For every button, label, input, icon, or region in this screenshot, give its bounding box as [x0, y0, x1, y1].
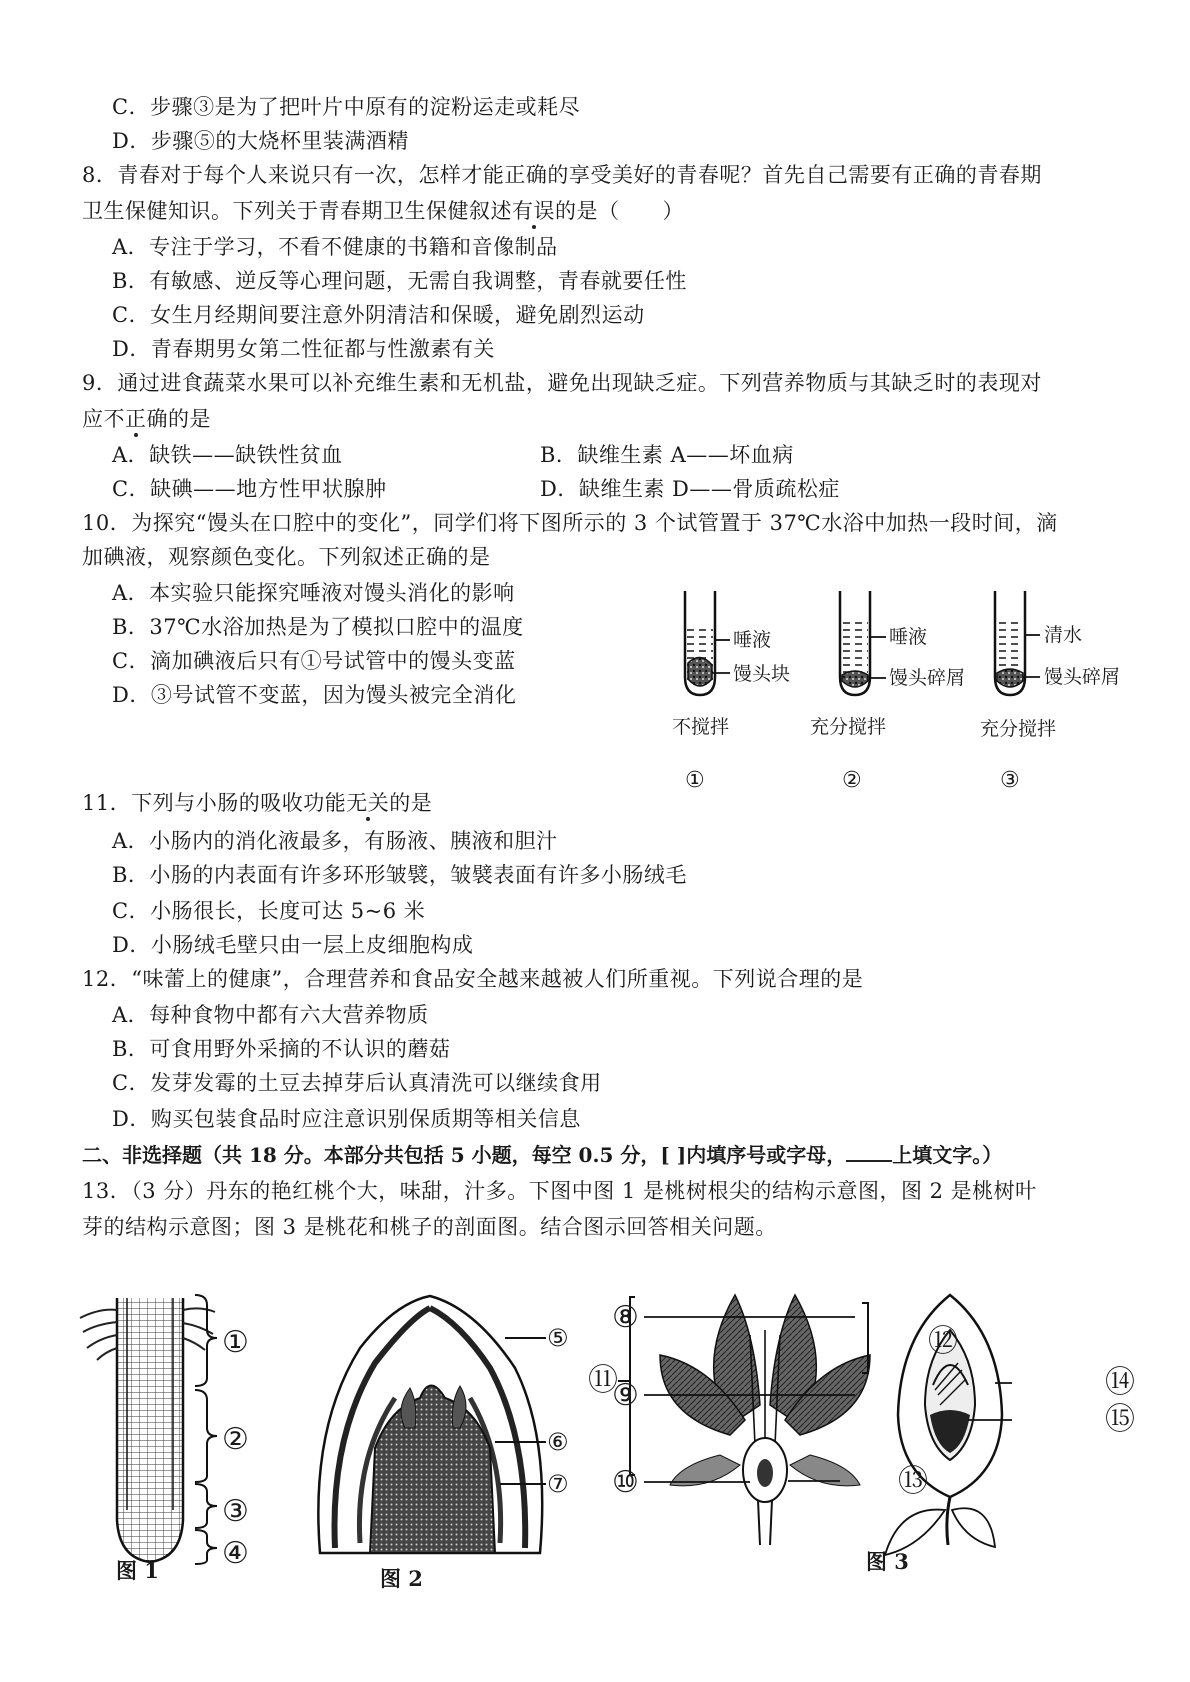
q8-option-b: B．有敏感、逆反等心理问题，无需自我调整，青春就要任性 [112, 269, 687, 293]
q8-option-c: C．女生月经期间要注意外阴清洁和保暖，避免剧烈运动 [112, 303, 645, 327]
q12-option-d: D．购买包装食品时应注意识别保质期等相关信息 [112, 1107, 581, 1131]
q8-emphasis: 有误 [512, 199, 555, 223]
q7-option-c: C．步骤③是为了把叶片中原有的淀粉运走或耗尽 [112, 95, 581, 119]
q12-option-a: A．每种食物中都有六大营养物质 [112, 1003, 429, 1027]
q9-stem-line2: 应不正确的是 [82, 407, 211, 431]
tube2-liquid-label: 唾液 [889, 626, 928, 648]
tube2-solid-label: 馒头碎屑 [889, 667, 966, 689]
fig1-label-3: ③ [222, 1494, 249, 1529]
q9-option-d: D．缺维生素 D——骨质疏松症 [540, 477, 840, 501]
q12-option-c: C．发芽发霉的土豆去掉芽后认真清洗可以继续食用 [112, 1071, 602, 1095]
q10-option-b: B．37℃水浴加热是为了模拟口腔中的温度 [112, 615, 524, 639]
q12-option-b: B．可食用野外采摘的不认识的蘑菇 [112, 1037, 451, 1061]
q12-stem: 12．“味蕾上的健康”，合理营养和食品安全越来越被人们所重视。下列说合理的是 [82, 967, 864, 991]
q11-option-d: D．小肠绒毛壁只由一层上皮细胞构成 [112, 933, 474, 957]
fig1-label-4: ④ [222, 1536, 249, 1571]
fig1-label-2: ② [222, 1422, 249, 1457]
section2-heading: 二、非选择题（共 18 分。本部分共包括 5 小题，每空 0.5 分，[ ]内填序号或字母， 上填文字。） [82, 1143, 1003, 1167]
test-tube-1 [685, 591, 730, 695]
q8-stem-line2: 卫生保健知识。下列关于青春期卫生保健叙述有误的是（ ） [82, 199, 684, 223]
tube2-condition: 充分搅拌 [810, 716, 887, 738]
fig2-label-6: ⑥ [547, 1428, 569, 1456]
q11-emphasis: 无关 [346, 791, 390, 815]
fig3-flower-and-fruit [600, 1285, 1100, 1575]
tube1-number: ① [685, 768, 705, 793]
fig3-label-11: ⑪ [588, 1363, 618, 1398]
fig3-label-13: ⑬ [898, 1464, 928, 1499]
tube3-condition: 充分搅拌 [980, 718, 1057, 740]
q9-option-a: A．缺铁——缺铁性贫血 [112, 443, 343, 467]
q9-option-c: C．缺碘——地方性甲状腺肿 [112, 477, 387, 501]
q13-stem-line2: 芽的结构示意图；图 3 是桃花和桃子的剖面图。结合图示回答相关问题。 [82, 1215, 777, 1239]
test-tube-2 [840, 591, 886, 695]
q10-option-d: D．③号试管不变蓝，因为馒头被完全消化 [112, 683, 517, 707]
q9-stem-line1: 9．通过进食蔬菜水果可以补充维生素和无机盐，避免出现缺乏症。下列营养物质与其缺乏时的表现对 [82, 371, 1042, 395]
fig2-label-5: ⑤ [547, 1324, 569, 1352]
fig1-label-1: ① [222, 1325, 249, 1360]
q13-stem-line1: 13．（3 分）丹东的艳红桃个大，味甜，汁多。下图中图 1 是桃树根尖的结构示意图，图 2 是桃树叶 [82, 1179, 1037, 1203]
q8-option-d: D．青春期男女第二性征都与性激素有关 [112, 337, 495, 361]
fig2-label-7: ⑦ [547, 1470, 569, 1498]
q8-option-a: A．专注于学习，不看不健康的书籍和音像制品 [112, 235, 558, 259]
tube2-number: ② [842, 768, 862, 793]
fig1-caption: 图 1 [116, 1558, 159, 1583]
q11-option-a: A．小肠内的消化液最多，有肠液、胰液和胆汁 [112, 829, 558, 853]
fig3-label-12: ⑫ [928, 1324, 958, 1359]
fig3-label-14: ⑭ [1105, 1365, 1135, 1400]
tube1-solid-label: 馒头块 [733, 663, 791, 685]
test-tube-figure [650, 585, 1150, 810]
fig3-label-15: ⑮ [1105, 1402, 1135, 1437]
tube1-condition: 不搅拌 [672, 716, 730, 738]
tube1-liquid-label: 唾液 [733, 629, 772, 651]
tube3-number: ③ [1000, 768, 1020, 793]
test-tube-3 [995, 591, 1040, 695]
q7-option-d: D．步骤⑤的大烧杯里装满酒精 [112, 129, 409, 153]
fill-blank-line [846, 1142, 892, 1162]
q11-option-b: B．小肠的内表面有许多环形皱襞，皱襞表面有许多小肠绒毛 [112, 863, 687, 887]
q9-emphasis: 不正确 [103, 407, 168, 431]
q11-option-c: C．小肠很长，长度可达 5~6 米 [112, 899, 426, 923]
fig3-label-8: ⑧ [612, 1300, 639, 1335]
fig3-label-10: ⑩ [612, 1465, 639, 1500]
fig3-label-9: ⑨ [612, 1378, 639, 1413]
q8-stem-line1: 8．青春对于每个人来说只有一次，怎样才能正确的享受美好的青春呢？首先自己需要有正确的青春期 [82, 163, 1042, 187]
fig3-caption: 图 3 [866, 1549, 909, 1574]
tube3-solid-label: 馒头碎屑 [1044, 666, 1121, 688]
q10-option-c: C．滴加碘液后只有①号试管中的馒头变蓝 [112, 649, 516, 673]
tube3-liquid-label: 清水 [1044, 624, 1083, 646]
q10-option-a: A．本实验只能探究唾液对馒头消化的影响 [112, 581, 515, 605]
q10-stem-line2: 加碘液，观察颜色变化。下列叙述正确的是 [82, 545, 491, 569]
fig2-caption: 图 2 [380, 1566, 423, 1591]
q11-stem: 11．下列与小肠的吸收功能无关的是 [82, 791, 433, 815]
q9-option-b: B．缺维生素 A——坏血病 [540, 443, 794, 467]
q10-stem-line1: 10．为探究“馒头在口腔中的变化”，同学们将下图所示的 3 个试管置于 37℃水浴中加热一段时间，滴 [82, 511, 1058, 535]
